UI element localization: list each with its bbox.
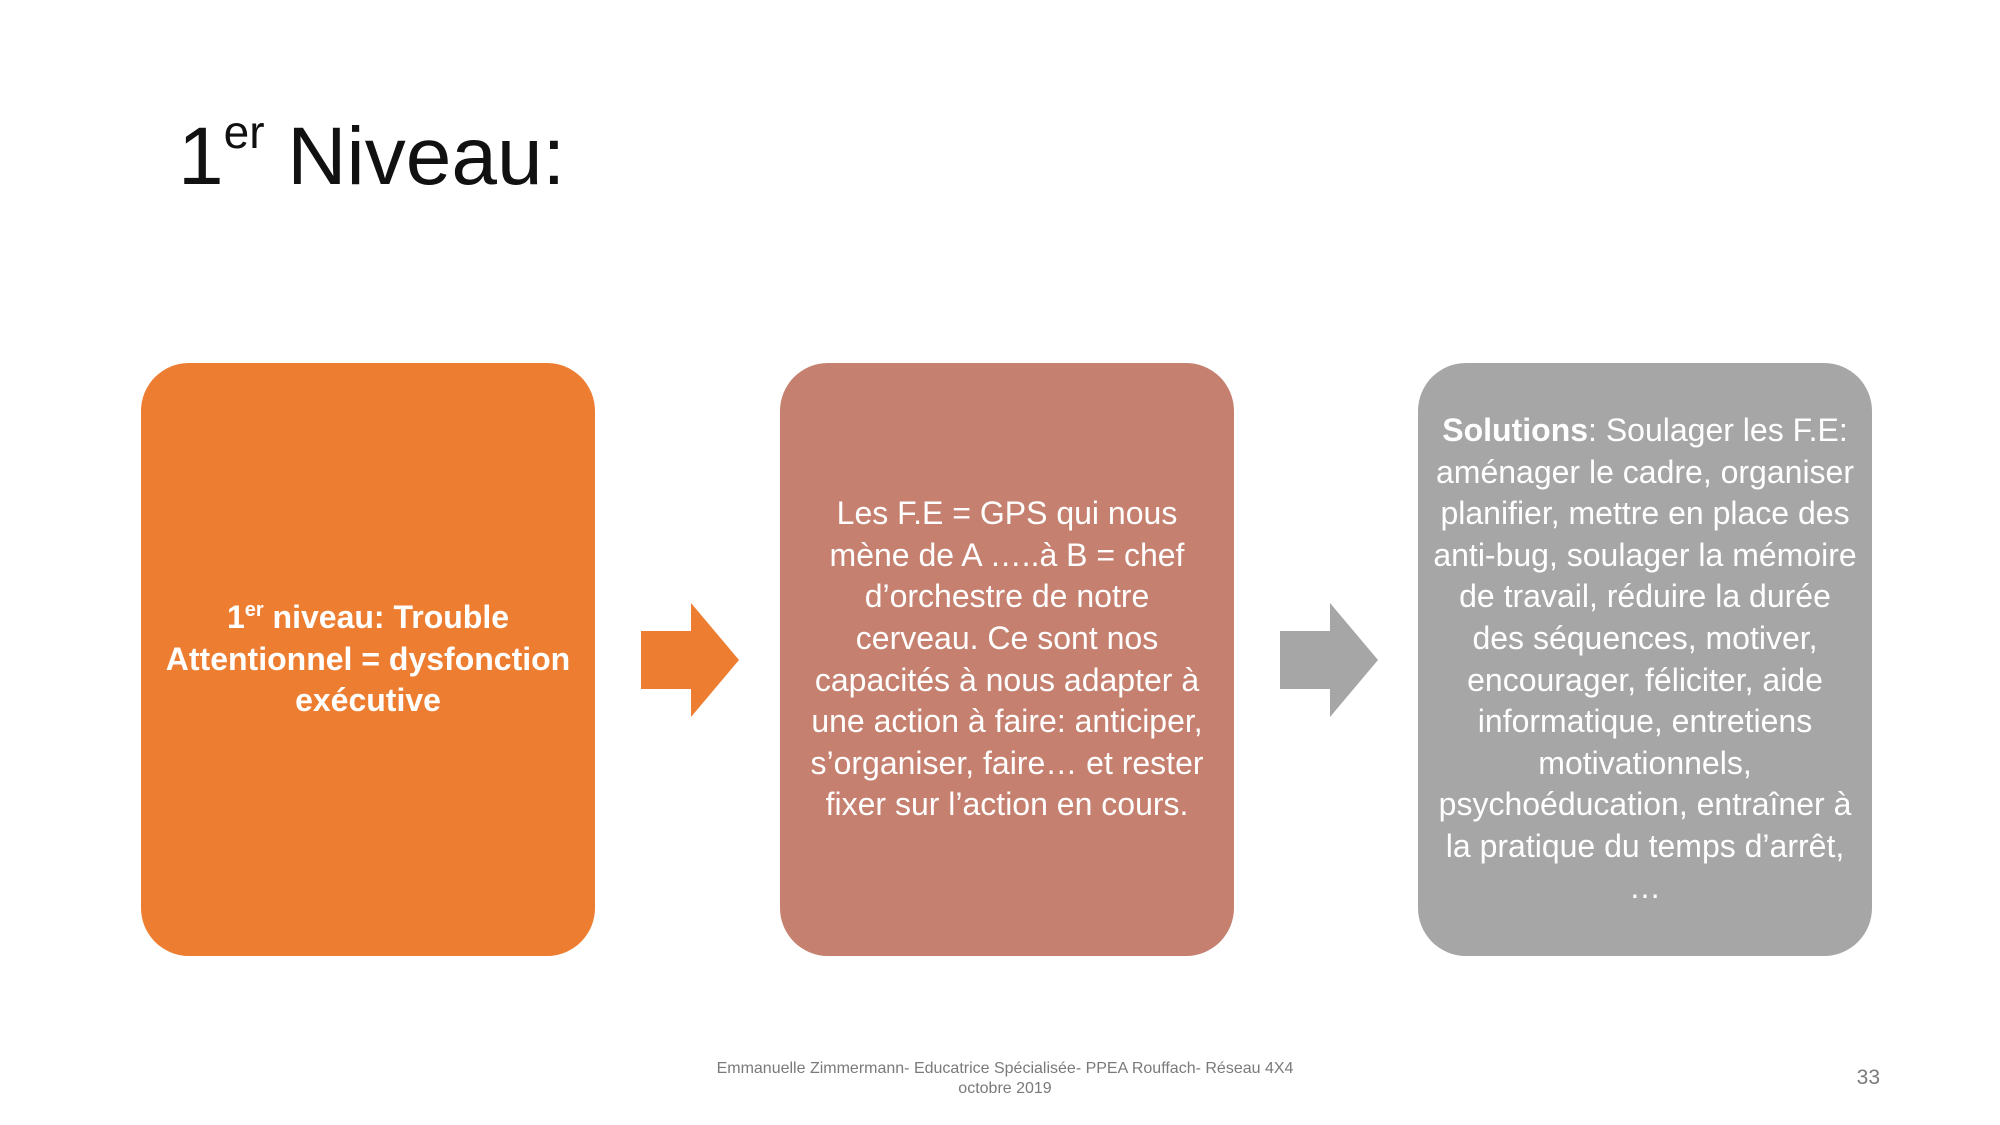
step-box-problem xyxy=(141,363,595,956)
footer-line-1: Emmanuelle Zimmermann- Educatrice Spécialisée- PPEA Rouffach- Réseau 4X4 xyxy=(716,1060,1294,1077)
box1-prefix: 1 xyxy=(226,599,245,636)
step-box-definition xyxy=(780,363,1234,956)
right-arrow-icon xyxy=(1280,603,1378,717)
right-arrow-icon xyxy=(641,603,739,717)
box1-text: niveau: Trouble Attentionnel = dysfonction exécutive xyxy=(165,599,571,719)
step-box-solutions-text xyxy=(1432,410,1858,909)
footer-line-2: octobre 2019 xyxy=(958,1080,1052,1097)
solutions-heading: Solutions xyxy=(1442,411,1589,448)
title-prefix: 1 xyxy=(178,111,224,202)
step-box-solutions xyxy=(1418,363,1872,956)
page-number: 33 xyxy=(1856,1066,1880,1089)
arrow-shape-orange xyxy=(641,603,739,717)
solutions-text: : Soulager les F.E: aménager le cadre, organiser planifier, mettre en place des anti-bug, soulager la mémoire de travail, réduire la durée des séquences, motiver, encourager, féliciter, aide informatique, entretiens motivationnels, psychoéducation, entraîner à la pratique du temps d’arrêt, … xyxy=(1433,411,1857,906)
box1-superscript: er xyxy=(244,599,264,622)
title-superscript: er xyxy=(223,106,265,158)
page-title xyxy=(178,108,565,206)
slide-footer xyxy=(640,1059,1370,1099)
arrow-shape-gray xyxy=(1280,603,1378,717)
step-box-definition-text: Les F.E = GPS qui nous mène de A …..à B = chef d’orchestre de notre cerveau. Ce sont nos capacités à nous adapter à une action à faire: anticiper, s’organiser, faire… et rester fixer sur l’action en cours. xyxy=(810,495,1204,823)
title-suffix: Niveau: xyxy=(264,111,566,202)
step-box-problem-text xyxy=(163,597,573,722)
